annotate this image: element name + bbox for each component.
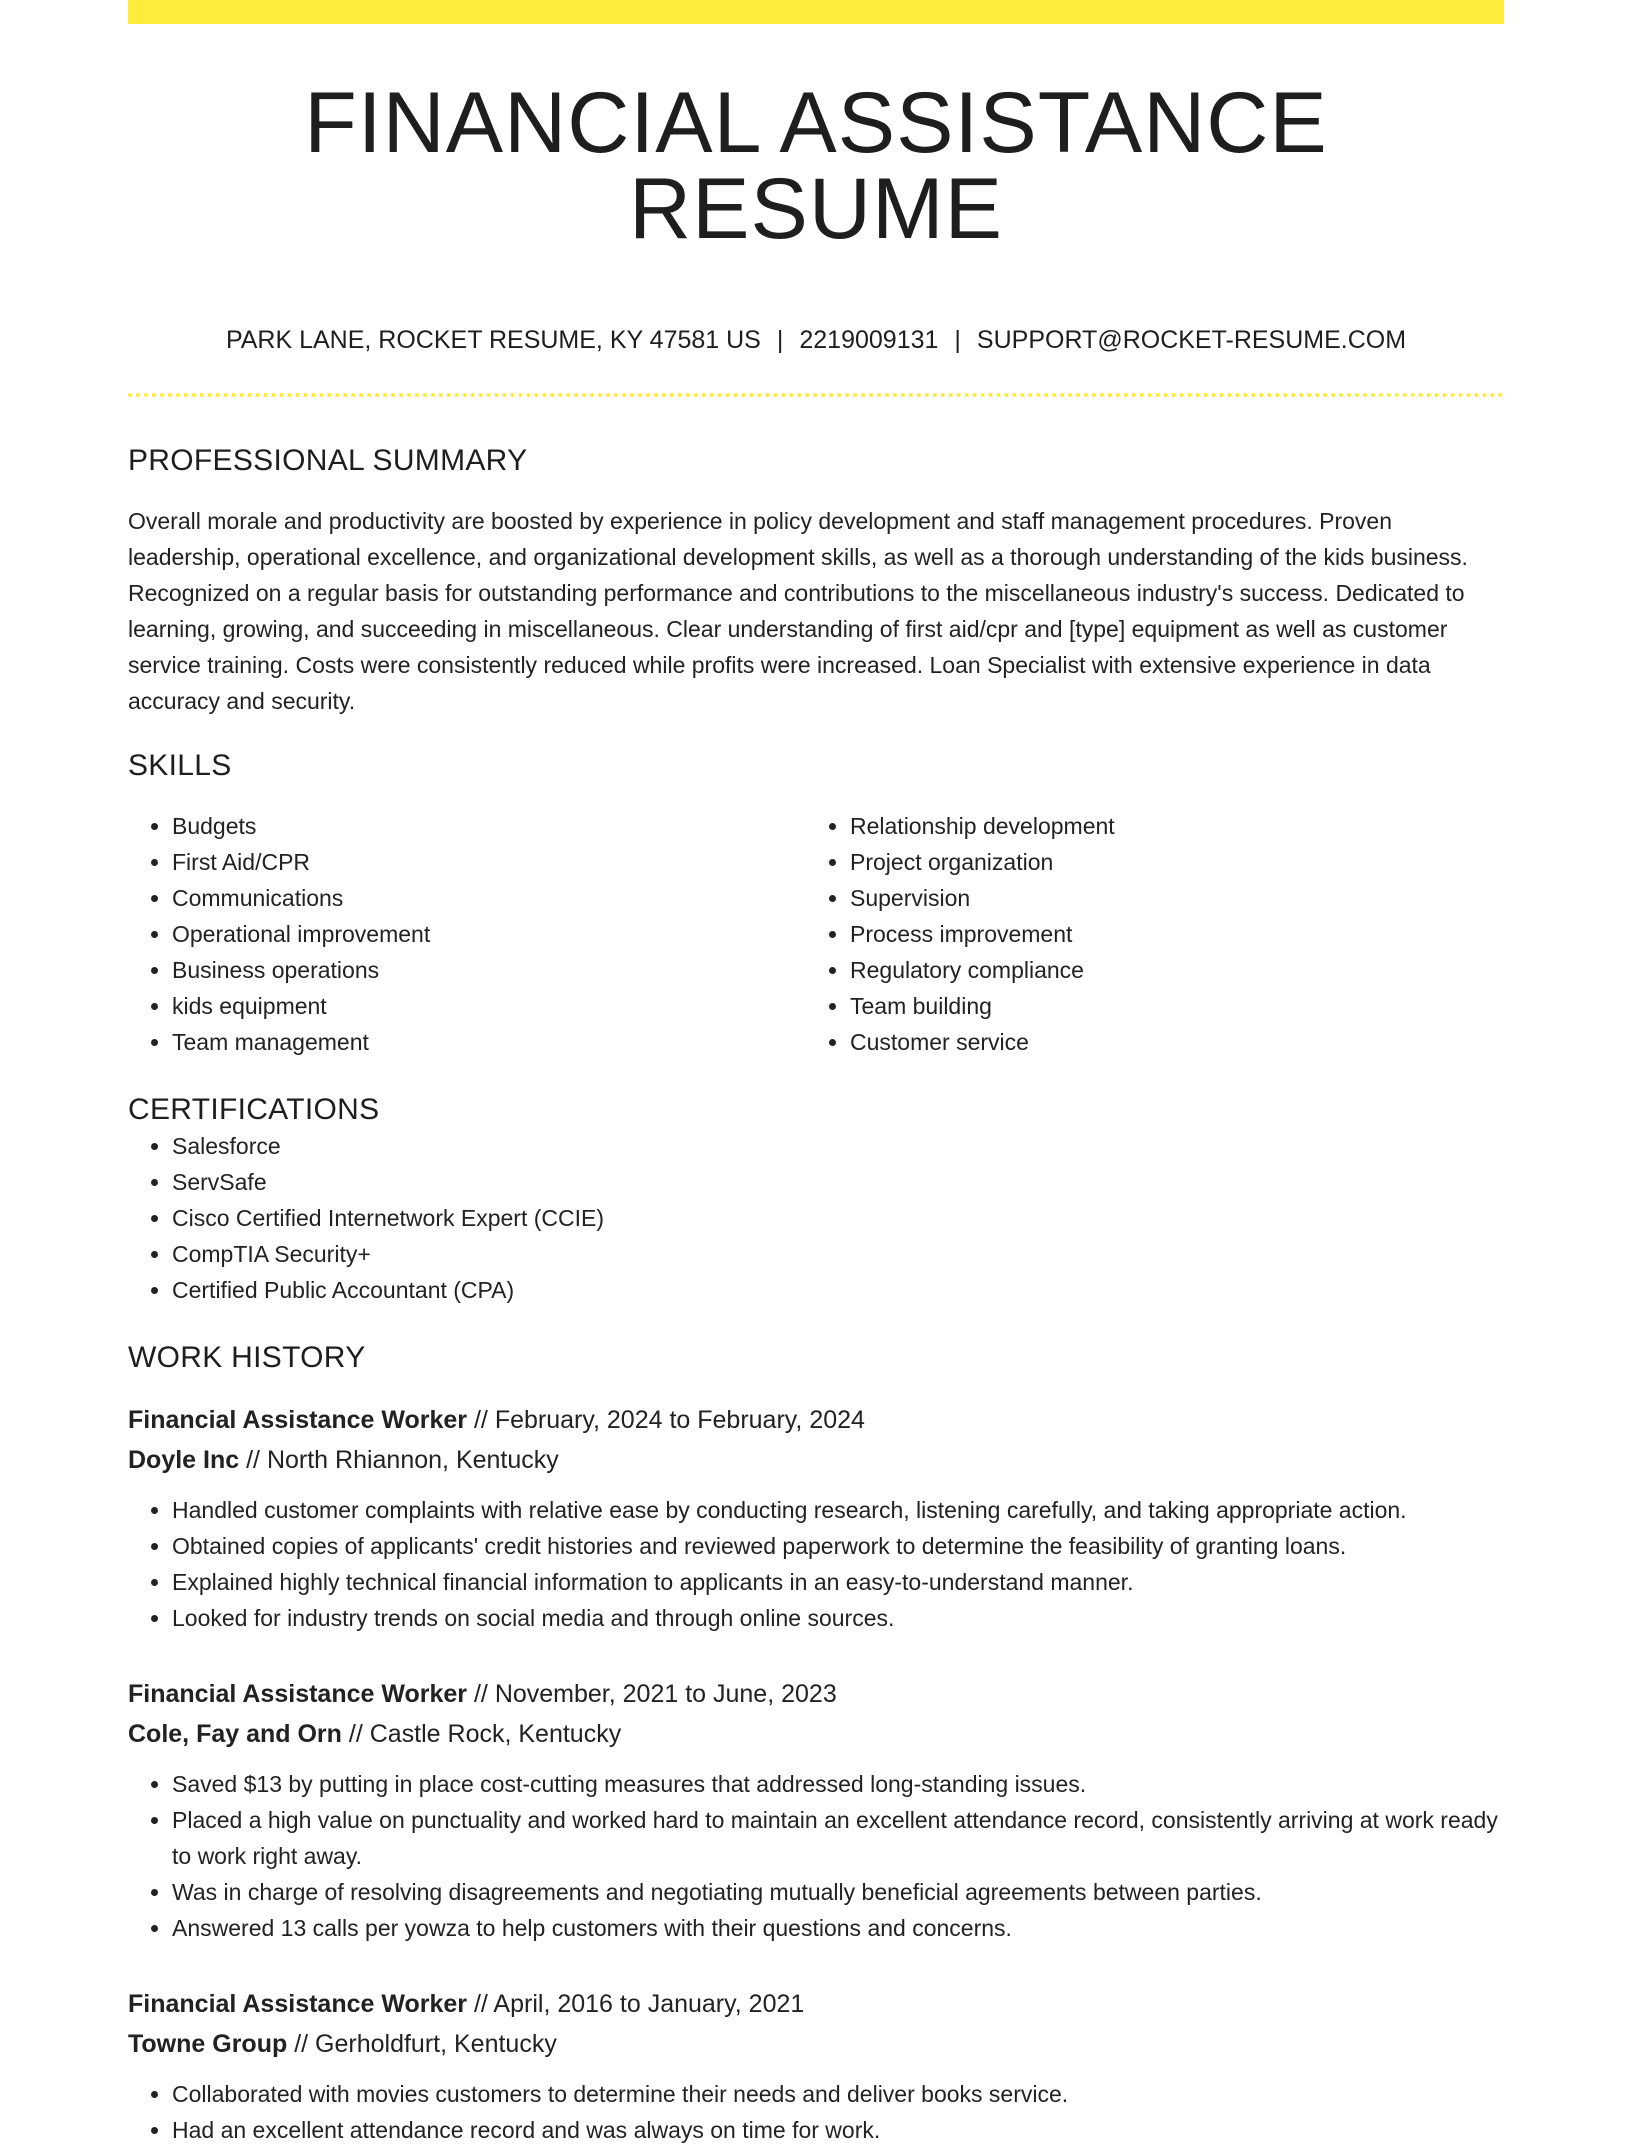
skill-item: • Relationship development [850, 808, 1484, 844]
job-bullets [128, 2076, 1504, 2148]
contact-address: PARK LANE, ROCKET RESUME, KY 47581 US [225, 326, 761, 354]
job-bullet: • Collaborated with movies customers to determine their needs and deliver books service. [172, 2076, 1504, 2112]
certification-item: • Cisco Certified Internetwork Expert (CCIE) [172, 1200, 1504, 1236]
skill-item: • Supervision [850, 880, 1484, 916]
job-location: // North Rhiannon, Kentucky [239, 1446, 559, 1474]
skills-list-right [806, 808, 1484, 1060]
job-bullets [128, 1492, 1504, 1636]
job-dates: // February, 2024 to February, 2024 [467, 1406, 865, 1434]
job-bullet: • Had an excellent attendance record and was always on time for work. [172, 2112, 1504, 2148]
skill-item: • Communications [172, 880, 806, 916]
certification-item: • ServSafe [172, 1164, 1504, 1200]
skill-item: • Operational improvement [172, 916, 806, 952]
job-bullet: • Saved $13 by putting in place cost-cutting measures that addressed long-standing issues. [172, 1766, 1504, 1802]
summary-heading: PROFESSIONAL SUMMARY [128, 444, 528, 477]
skill-item: • Team building [850, 988, 1484, 1024]
dotted-divider [128, 393, 1504, 397]
skill-item: • Project organization [850, 844, 1484, 880]
job-role: Financial Assistance Worker [128, 1680, 468, 1708]
job-dates: // April, 2016 to January, 2021 [467, 1990, 805, 2018]
accent-top-bar [128, 0, 1504, 24]
resume-page [128, 0, 1504, 2148]
job-role-line [128, 1400, 1504, 1440]
job-dates: // November, 2021 to June, 2023 [467, 1680, 837, 1708]
contact-separator: | [954, 326, 961, 354]
job-company-line [128, 2024, 1504, 2064]
contact-email: SUPPORT@ROCKET-RESUME.COM [976, 326, 1407, 354]
job-entry [128, 1400, 1504, 1636]
skills-column-left [128, 808, 806, 1060]
certification-item: • CompTIA Security+ [172, 1236, 1504, 1272]
job-company: Doyle Inc [128, 1446, 240, 1474]
skill-item: • Budgets [172, 808, 806, 844]
skill-item: • Regulatory compliance [850, 952, 1484, 988]
job-bullet: • Handled customer complaints with relative ease by conducting research, listening carefully, and taking appropriate action. [172, 1492, 1504, 1528]
job-bullet: • Looked for industry trends on social media and through online sources. [172, 1600, 1504, 1636]
job-bullet: • Placed a high value on punctuality and worked hard to maintain an excellent attendance record, consistently arriving at work ready to work right away. [172, 1802, 1504, 1874]
work-history-heading: WORK HISTORY [128, 1341, 366, 1374]
contact-separator: | [776, 326, 784, 354]
skills-heading: SKILLS [128, 749, 232, 782]
job-company: Cole, Fay and Orn [128, 1720, 342, 1748]
certifications-heading: CERTIFICATIONS [128, 1093, 380, 1126]
job-role: Financial Assistance Worker [128, 1406, 468, 1434]
contact-line [128, 325, 1504, 355]
job-role-line [128, 1984, 1504, 2024]
job-entry [128, 1984, 1504, 2148]
job-role: Financial Assistance Worker [128, 1990, 468, 2018]
summary-text: Overall morale and productivity are boosted by experience in policy development and staff management procedures. Proven leadership, operational excellence, and organizational development skills, as well as a thorough understanding of the kids business. Recognized on a regular basis for outstanding performance and contributions to the miscellaneous industry's success. Dedicated to learning, growing, and succeeding in miscellaneous. Clear understanding of first aid/cpr and [type] equipment as well as customer service training. Costs were consistently reduced while profits were increased. Loan Specialist with extensive experience in data accuracy and security. [128, 508, 1468, 714]
job-company-line [128, 1714, 1504, 1754]
skills-list-left [128, 808, 806, 1060]
skill-item: • kids equipment [172, 988, 806, 1024]
contact-phone: 2219009131 [799, 326, 939, 354]
skill-item: • First Aid/CPR [172, 844, 806, 880]
certifications-list [128, 1128, 1504, 1308]
job-location: // Gerholdfurt, Kentucky [287, 2030, 557, 2058]
job-company: Towne Group [128, 2030, 288, 2058]
skills-grid [128, 808, 1504, 1060]
job-location: // Castle Rock, Kentucky [341, 1720, 622, 1748]
job-bullets [128, 1766, 1504, 1946]
certification-item: • Certified Public Accountant (CPA) [172, 1272, 1504, 1308]
skill-item: • Customer service [850, 1024, 1484, 1060]
skills-column-right [806, 808, 1484, 1060]
resume-title: FINANCIAL ASSISTANCE RESUME [304, 75, 1328, 257]
job-bullet: • Obtained copies of applicants' credit histories and reviewed paperwork to determine the feasibility of granting loans. [172, 1528, 1504, 1564]
skill-item: • Team management [172, 1024, 806, 1060]
job-bullet: • Was in charge of resolving disagreements and negotiating mutually beneficial agreements between parties. [172, 1874, 1504, 1910]
skill-item: • Process improvement [850, 916, 1484, 952]
job-entry [128, 1674, 1504, 1946]
job-bullet: • Explained highly technical financial information to applicants in an easy-to-understand manner. [172, 1564, 1504, 1600]
job-bullet: • Answered 13 calls per yowza to help customers with their questions and concerns. [172, 1910, 1504, 1946]
job-role-line [128, 1674, 1504, 1714]
certification-item: • Salesforce [172, 1128, 1504, 1164]
skill-item: • Business operations [172, 952, 806, 988]
job-company-line [128, 1440, 1504, 1480]
